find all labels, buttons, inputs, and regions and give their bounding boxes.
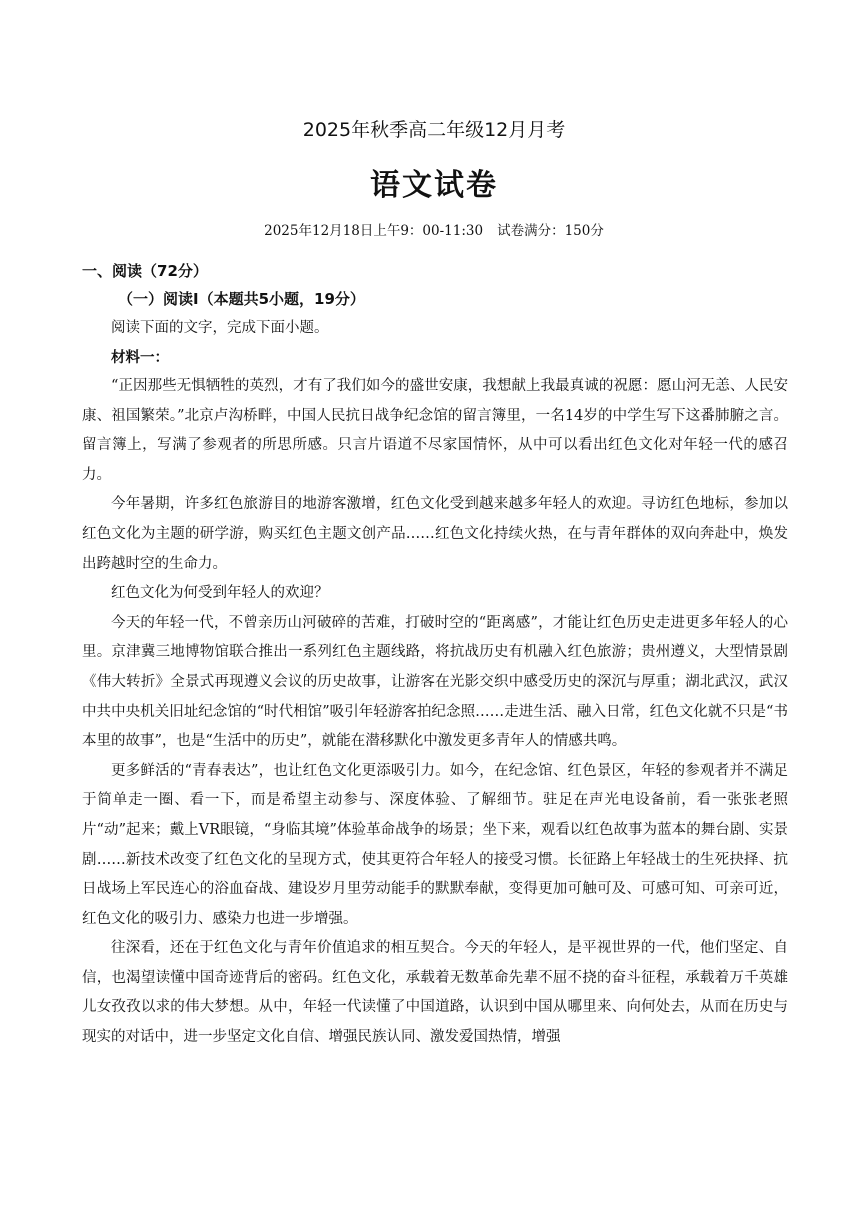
section-heading: 一、阅读（72分） — [82, 262, 208, 280]
paragraph: 红色文化为何受到年轻人的欢迎？ — [111, 585, 329, 602]
paragraph: 往深看，还在于红色文化与青年价值追求的相互契合。今天的年轻人，是平视世界的一代，他们坚定、自信，也渴望读懂中国奇迹背后的密码。红色文化，承载着无数革命先辈不屈不挠的奋斗征程，承载着万千英雄儿女孜孜以求的伟大梦想。从中，年轻一代读懂了中国道路，认识到中国从哪里来、向何处去，从而在历史与现实的对话中，进一步坚定文化自信、增强民族认同、激发爱国热情，增强 — [82, 940, 788, 1046]
paragraph: 今天的年轻一代，不曾亲历山河破碎的苦难，打破时空的“距离感”，才能让红色历史走进更多年轻人的心里。京津冀三地博物馆联合推出一系列红色主题线路，将抗战历史有机融入红色旅游；贵州遵义，大型情景剧《伟大转折》全景式再现遵义会议的历史故事，让游客在光影交织中感受历史的深沉与厚重；湖北武汉，武汉中共中央机关旧址纪念馆的“时代相馆”吸引年轻游客拍纪念照……走进生活、融入日常，红色文化就不只是“书本里的故事”，也是“生活中的历史”，就能在潜移默化中激发更多青年人的情感共鸣。 — [82, 614, 789, 750]
full-score: 试卷满分：150分 — [497, 223, 604, 239]
reading-section — [82, 258, 788, 1053]
paragraph: 更多鲜活的“青春表达”，也让红色文化更添吸引力。如今，在纪念馆、红色景区，年轻的参观者并不满足于简单走一圈、看一下，而是希望主动参与、深度体验、了解细节。驻足在声光电设备前，看一张张老照片“动”起来；戴上VR眼镜，“身临其境”体验革命战争的场景；坐下来，观看以红色故事为蓝本的舞台剧、实景剧……新技术改变了红色文化的呈现方式，使其更符合年轻人的接受习惯。长征路上年轻战士的生死抉择、抗日战场上军民连心的浴血奋战、建设岁月里劳动能手的默默奉献，变得更加可触可及、可感可知、可亲可近，红色文化的吸引力、感染力也进一步增强。 — [82, 762, 788, 927]
exam-info — [0, 220, 868, 242]
reading-instruction: 阅读下面的文字，完成下面小题。 — [111, 320, 329, 336]
material-label: 材料一： — [111, 349, 169, 366]
subject-title: 语文试卷 — [370, 168, 498, 203]
paragraph: 今年暑期，许多红色旅游目的地游客激增，红色文化受到越来越多年轻人的欢迎。寻访红色地标，参加以红色文化为主题的研学游，购买红色主题文创产品……红色文化持续火热，在与青年群体的双向奔赴中，焕发出跨越时空的生命力。 — [82, 496, 788, 572]
subsection-heading: （一）阅读I（本题共5小题，19分） — [118, 290, 365, 308]
paragraph: “正因那些无惧牺牲的英烈，才有了我们如今的盛世安康，我想献上我最真诚的祝愿：愿山河无恙、人民安康、祖国繁荣。”北京卢沟桥畔，中国人民抗日战争纪念馆的留言簿里，一名14岁的中学生写下这番肺腑之言。留言簿上，写满了参观者的所思所感。只言片语道不尽家国情怀，从中可以看出红色文化对年轻一代的感召力。 — [82, 378, 788, 483]
exam-time: 2025年12月18日上午9：00-11:30 — [264, 223, 484, 239]
exam-title: 2025年秋季高二年级12月月考 — [302, 119, 566, 141]
